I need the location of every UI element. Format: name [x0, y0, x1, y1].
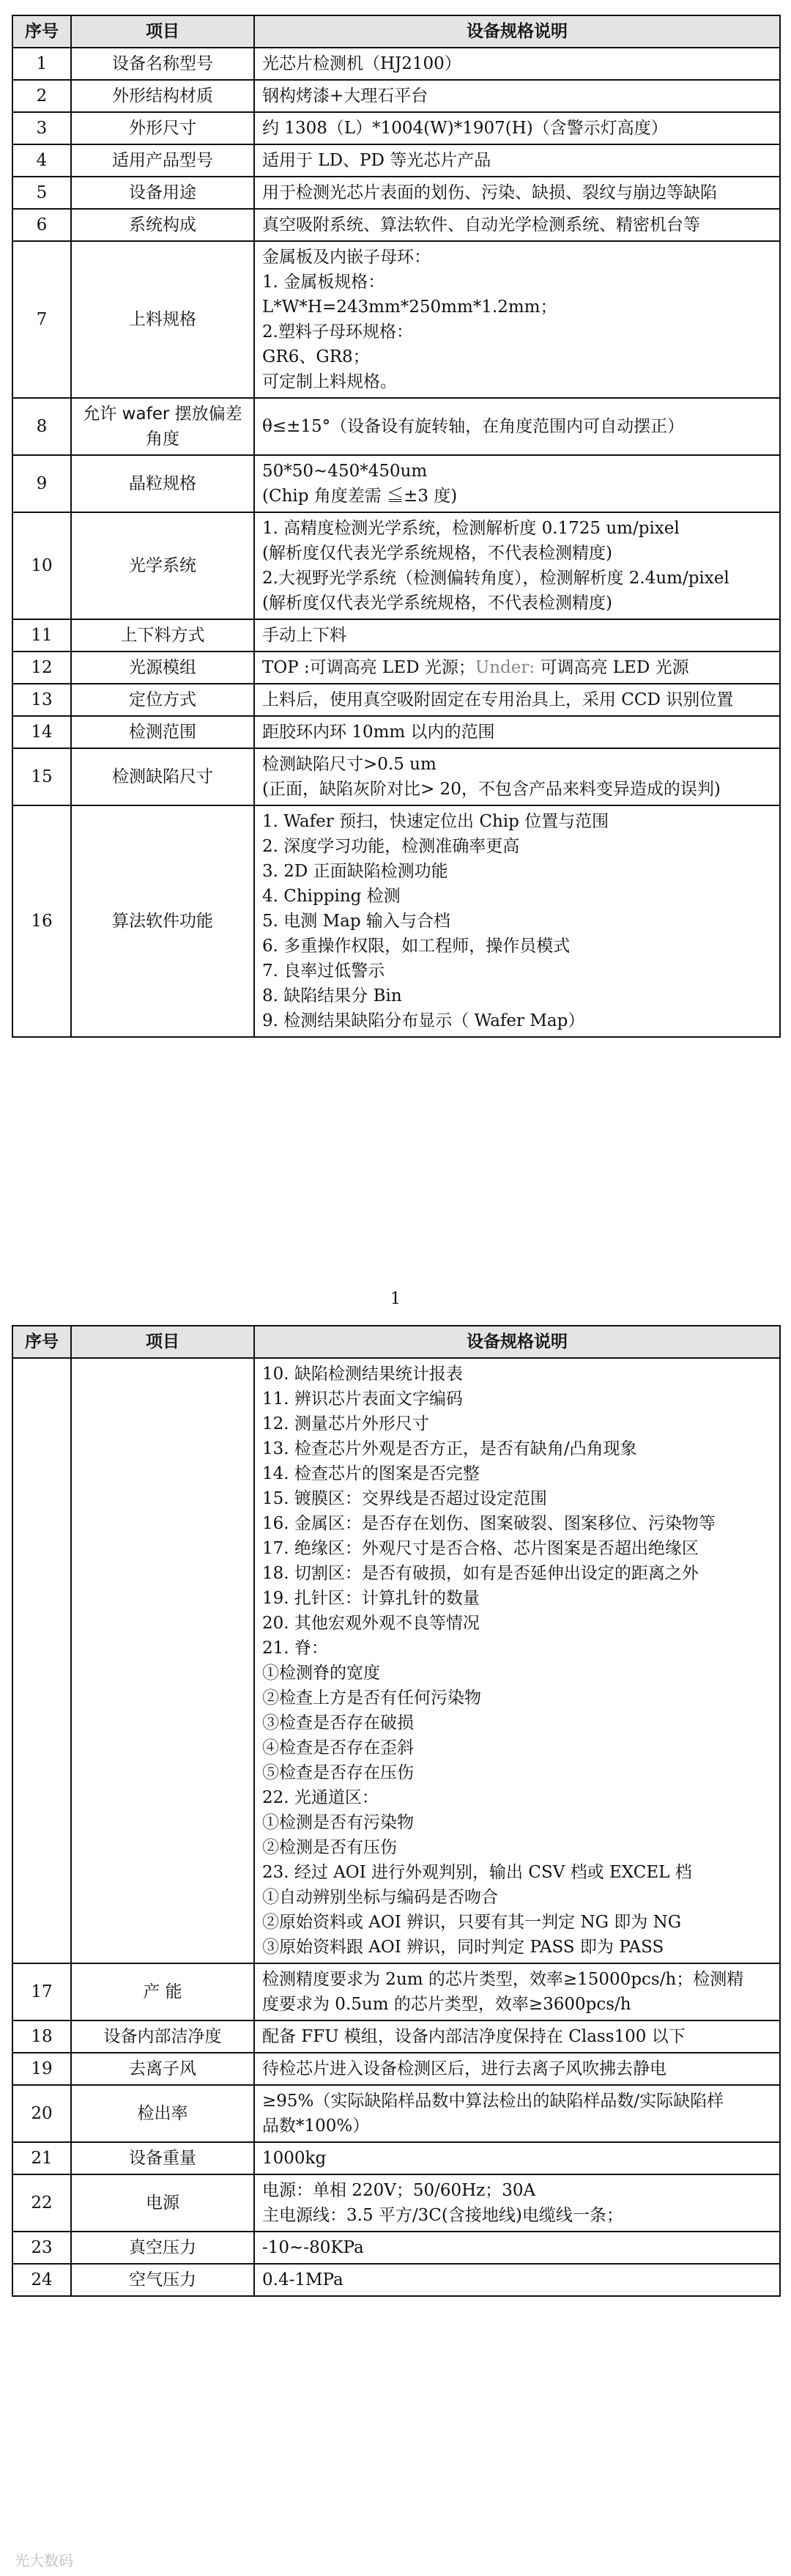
row-number: 6	[12, 209, 71, 241]
description-line: (Chip 角度差需 ≦±3 度)	[262, 487, 458, 506]
description-line: 钢构烤漆+大理石平台	[262, 86, 428, 106]
description-line: 0.4-1MPa	[262, 2270, 343, 2289]
description-line: 检测精度要求为 2um 的芯片类型，效率≥15000pcs/h；检测精	[262, 1970, 744, 1989]
description-line: ②检查上方是否有任何污染物	[262, 1689, 481, 1708]
row-description	[254, 80, 780, 112]
description-line	[262, 655, 772, 680]
row-description	[254, 177, 780, 209]
description-line: 品数*100%）	[262, 2116, 370, 2136]
table-row	[12, 2053, 780, 2085]
table-row	[12, 748, 780, 805]
row-item: 产 能	[71, 1963, 254, 2020]
row-description	[254, 398, 780, 455]
table-row	[12, 144, 780, 177]
description-line: 2. 深度学习功能，检测准确率更高	[262, 837, 520, 856]
description-line: 1. 高精度检测光学系统，检测解析度 0.1725 um/pixel	[262, 519, 680, 538]
description-line: 配备 FFU 模组，设备内部洁净度保持在 Class100 以下	[262, 2027, 686, 2046]
table-row	[12, 684, 780, 716]
row-description	[254, 209, 780, 241]
description-line: 8. 缺陷结果分 Bin	[262, 986, 402, 1005]
description-line: 2.塑料子母环规格：	[262, 322, 413, 342]
description-line: 7. 良率过低警示	[262, 962, 385, 981]
row-item: 设备名称型号	[71, 48, 254, 80]
row-item: 光学系统	[71, 512, 254, 619]
row-description	[254, 652, 780, 684]
row-item: 允许 wafer 摆放偏差角度	[71, 398, 254, 455]
row-description	[254, 716, 780, 748]
row-number: 13	[12, 684, 71, 716]
row-number: 17	[12, 1963, 71, 2020]
description-line: 18. 切割区：是否有破损，如有是否延伸出设定的距离之外	[262, 1564, 699, 1583]
row-number: 1	[12, 48, 71, 80]
header-desc: 设备规格说明	[254, 15, 780, 48]
description-line: 真空吸附系统、算法软件、自动光学检测系统、精密机台等	[262, 215, 700, 235]
description-line: 4. Chipping 检测	[262, 887, 401, 906]
description-line: 15. 镀膜区：交界线是否超过设定范围	[262, 1489, 547, 1508]
table-row	[12, 1963, 780, 2020]
row-item-empty	[71, 1358, 254, 1963]
row-description	[254, 512, 780, 619]
description-line: ①检测是否有污染物	[262, 1813, 414, 1832]
description-line: 可定制上料规格。	[262, 372, 397, 391]
description-line: ≥95%（实际缺陷样品数中算法检出的缺陷样品数/实际缺陷样	[262, 2092, 724, 2111]
row-number: 2	[12, 80, 71, 112]
description-line: 金属板及内嵌子母环：	[262, 248, 431, 267]
description-line: (解析度仅代表光学系统规格，不代表检测精度)	[262, 544, 612, 563]
row-number: 16	[12, 805, 71, 1037]
description-line: 21. 脊：	[262, 1639, 328, 1658]
row-number: 23	[12, 2232, 71, 2264]
row-number: 24	[12, 2264, 71, 2296]
description-line: 22. 光通道区：	[262, 1788, 379, 1807]
description-line: 适用于 LD、PD 等光芯片产品	[262, 151, 491, 170]
table-row	[12, 455, 780, 512]
row-number: 21	[12, 2142, 71, 2174]
row-description	[254, 1358, 780, 1963]
row-number: 12	[12, 652, 71, 684]
description-line: 2.大视野光学系统（检测偏转角度），检测解析度 2.4um/pixel	[262, 569, 729, 588]
description-line: 1. Wafer 预扫，快速定位出 Chip 位置与范围	[262, 812, 609, 831]
description-line: 约 1308（L）*1004(W)*1907(H)（含警示灯高度）	[262, 119, 668, 138]
row-item: 外形尺寸	[71, 112, 254, 144]
row-item: 系统构成	[71, 209, 254, 241]
description-line: 电源：单相 220V；50/60Hz；30A	[262, 2181, 536, 2200]
page-number: 1	[390, 1290, 401, 1308]
table-row	[12, 2174, 780, 2232]
table-row	[12, 652, 780, 684]
row-item: 检测范围	[71, 716, 254, 748]
table-row	[12, 2085, 780, 2142]
header-item: 项目	[71, 1326, 254, 1358]
row-description	[254, 2142, 780, 2174]
table-row	[12, 112, 780, 144]
description-line: L*W*H=243mm*250mm*1.2mm；	[262, 298, 557, 317]
table-row	[12, 2142, 780, 2174]
row-number: 3	[12, 112, 71, 144]
row-description	[254, 112, 780, 144]
row-description	[254, 241, 780, 398]
header-no: 序号	[12, 15, 71, 48]
row-number: 7	[12, 241, 71, 398]
description-line: 13. 检查芯片外观是否方正，是否有缺角/凸角现象	[262, 1439, 637, 1458]
row-description	[254, 2020, 780, 2053]
table-row	[12, 2264, 780, 2296]
row-number: 18	[12, 2020, 71, 2053]
description-line: 主电源线：3.5 平方/3C(含接地线)电缆线一条；	[262, 2206, 623, 2225]
description-line: 50*50~450*450um	[262, 462, 428, 481]
row-number: 11	[12, 619, 71, 652]
description-line: 1000kg	[262, 2149, 327, 2168]
description-line: ④检查是否存在歪斜	[262, 1738, 414, 1757]
description-line: GR6、GR8；	[262, 347, 370, 366]
row-item: 去离子风	[71, 2053, 254, 2085]
row-description	[254, 2053, 780, 2085]
row-item: 适用产品型号	[71, 144, 254, 177]
row-description	[254, 2264, 780, 2296]
description-line: 用于检测光芯片表面的划伤、污染、缺损、裂纹与崩边等缺陷	[262, 183, 717, 202]
description-line: 10. 缺陷检测结果统计报表	[262, 1365, 463, 1384]
row-description	[254, 48, 780, 80]
table-header-row	[12, 1326, 780, 1358]
row-number: 14	[12, 716, 71, 748]
row-description	[254, 455, 780, 512]
description-line: 14. 检查芯片的图案是否完整	[262, 1464, 480, 1483]
description-line: ②原始资料或 AOI 辨识，只要有其一判定 NG 即为 NG	[262, 1913, 682, 1932]
row-number: 22	[12, 2174, 71, 2232]
row-description	[254, 619, 780, 652]
table-row	[12, 619, 780, 652]
light-source-top: TOP :可调高亮 LED 光源；	[262, 658, 475, 677]
row-number: 4	[12, 144, 71, 177]
row-number: 10	[12, 512, 71, 619]
row-description	[254, 748, 780, 805]
description-line: 17. 绝缘区：外观尺寸是否合格、芯片图案是否超出绝缘区	[262, 1539, 699, 1558]
table-row-continued	[12, 1358, 780, 1963]
row-number: 20	[12, 2085, 71, 2142]
row-item: 定位方式	[71, 684, 254, 716]
light-source-under: 可调高亮 LED 光源	[535, 658, 689, 677]
description-line: 9. 检测结果缺陷分布显示（ Wafer Map）	[262, 1011, 585, 1030]
row-item: 真空压力	[71, 2232, 254, 2264]
table-row	[12, 241, 780, 398]
row-item: 空气压力	[71, 2264, 254, 2296]
table-row	[12, 80, 780, 112]
row-item: 光源模组	[71, 652, 254, 684]
description-line: 待检芯片进入设备检测区后，进行去离子风吹拂去静电	[262, 2059, 666, 2078]
header-item: 项目	[71, 15, 254, 48]
description-line: 3. 2D 正面缺陷检测功能	[262, 862, 448, 881]
description-line: 1. 金属板规格：	[262, 273, 385, 292]
row-item: 上下料方式	[71, 619, 254, 652]
description-line: ②检测是否有压伤	[262, 1838, 397, 1857]
row-number: 5	[12, 177, 71, 209]
description-line: 16. 金属区：是否存在划伤、图案破裂、图案移位、污染物等	[262, 1514, 716, 1533]
table-header-row	[12, 15, 780, 48]
description-line: 距胶环内环 10mm 以内的范围	[262, 723, 495, 742]
description-line: -10~-80KPa	[262, 2238, 364, 2257]
row-description	[254, 2174, 780, 2232]
description-line: (正面，缺陷灰阶对比> 20，不包含产品来料变异造成的误判)	[262, 780, 721, 799]
description-line: 5. 电测 Map 输入与合档	[262, 912, 450, 931]
table-row	[12, 2020, 780, 2053]
description-line: 23. 经过 AOI 进行外观判别，输出 CSV 档或 EXCEL 档	[262, 1863, 692, 1882]
row-item: 设备用途	[71, 177, 254, 209]
row-item: 上料规格	[71, 241, 254, 398]
header-no: 序号	[12, 1326, 71, 1358]
description-line: ③检查是否存在破损	[262, 1713, 414, 1732]
table-row	[12, 716, 780, 748]
description-line: 6. 多重操作权限，如工程师，操作员模式	[262, 937, 571, 956]
row-item: 设备重量	[71, 2142, 254, 2174]
description-line: ⑤检查是否存在压伤	[262, 1763, 414, 1782]
spec-table-page2	[12, 1325, 781, 2297]
description-line: ③原始资料跟 AOI 辨识，同时判定 PASS 即为 PASS	[262, 1938, 664, 1957]
table-row	[12, 2232, 780, 2264]
spec-table-page1	[12, 15, 781, 1038]
description-line: 11. 辨识芯片表面文字编码	[262, 1390, 463, 1409]
light-source-under-label: Under:	[475, 658, 535, 677]
description-line: 12. 测量芯片外形尺寸	[262, 1414, 429, 1433]
row-item: 设备内部洁净度	[71, 2020, 254, 2053]
description-line: 光芯片检测机（HJ2100）	[262, 54, 461, 73]
description-line: θ≤±15°（设备设有旋转轴，在角度范围内可自动摆正）	[262, 417, 685, 436]
description-line: 检测缺陷尺寸>0.5 um	[262, 755, 437, 774]
description-line: 19. 扎针区：计算扎针的数量	[262, 1589, 480, 1608]
header-desc: 设备规格说明	[254, 1326, 780, 1358]
table-row	[12, 177, 780, 209]
table-row	[12, 209, 780, 241]
row-description	[254, 805, 780, 1037]
row-number-empty	[12, 1358, 71, 1963]
row-description	[254, 2232, 780, 2264]
table-row	[12, 805, 780, 1037]
row-item: 晶粒规格	[71, 455, 254, 512]
row-item: 检测缺陷尺寸	[71, 748, 254, 805]
row-item: 算法软件功能	[71, 805, 254, 1037]
description-line: ①检测脊的宽度	[262, 1664, 380, 1683]
watermark: 光大数码	[15, 2552, 73, 2569]
row-number: 9	[12, 455, 71, 512]
row-number: 8	[12, 398, 71, 455]
table-row	[12, 48, 780, 80]
description-line: 上料后，使用真空吸附固定在专用治具上，采用 CCD 识别位置	[262, 690, 734, 709]
row-description	[254, 144, 780, 177]
row-description	[254, 2085, 780, 2142]
description-line: ①自动辨别坐标与编码是否吻合	[262, 1888, 498, 1907]
row-description	[254, 684, 780, 716]
row-number: 15	[12, 748, 71, 805]
table-row	[12, 512, 780, 619]
table-row	[12, 398, 780, 455]
row-item: 外形结构材质	[71, 80, 254, 112]
row-description	[254, 1963, 780, 2020]
description-line: 度要求为 0.5um 的芯片类型，效率≥3600pcs/h	[262, 1995, 631, 2014]
row-item: 电源	[71, 2174, 254, 2232]
description-line: 20. 其他宏观外观不良等情况	[262, 1614, 480, 1633]
row-number: 19	[12, 2053, 71, 2085]
description-line: 手动上下料	[262, 626, 346, 645]
description-line: (解析度仅代表光学系统规格，不代表检测精度)	[262, 594, 612, 613]
row-item: 检出率	[71, 2085, 254, 2142]
